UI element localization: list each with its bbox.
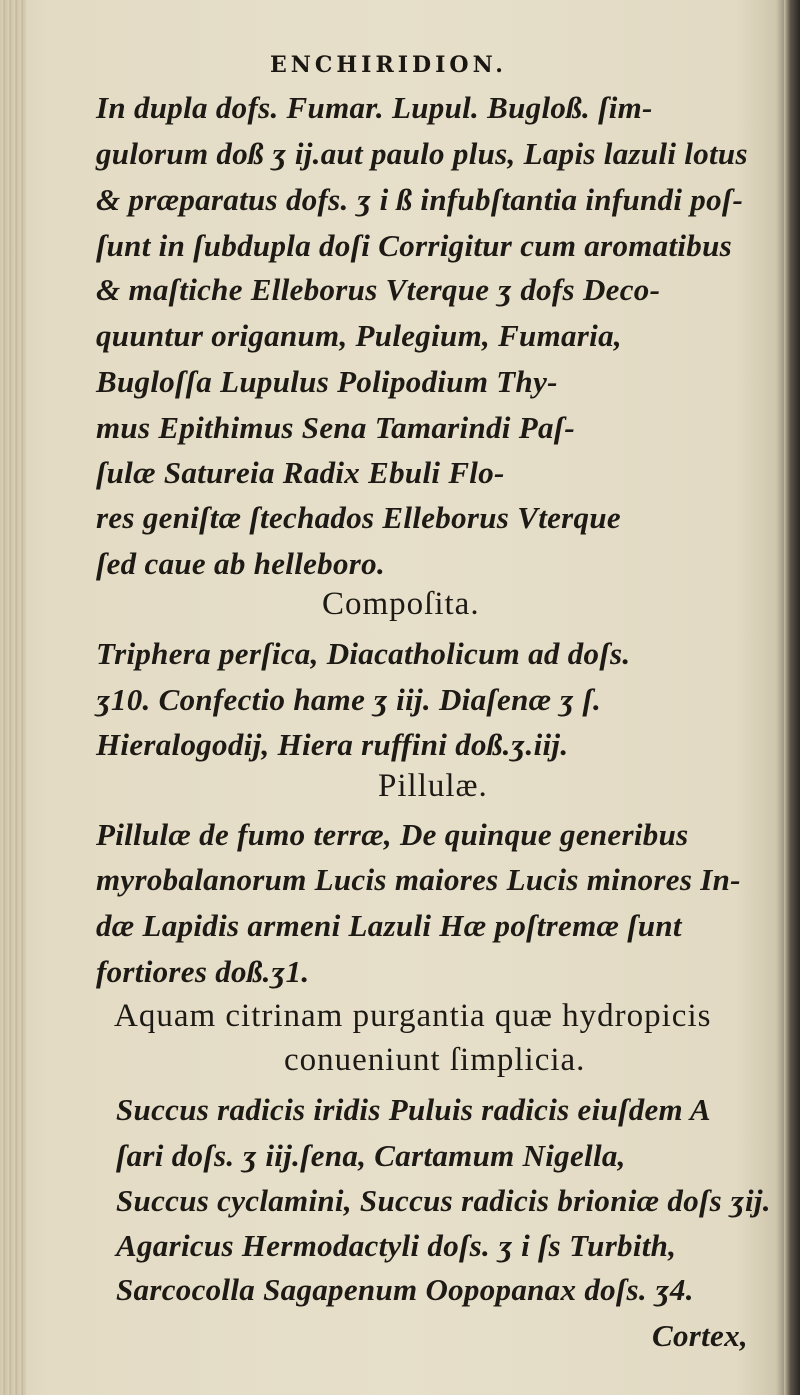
text-line: Bugloſſa Lupulus Polipodium Thy- bbox=[96, 364, 558, 399]
running-head: ENCHIRIDION. bbox=[270, 52, 507, 78]
text-line: mus Epithimus Sena Tamarindi Paſ- bbox=[96, 410, 576, 445]
text-line: Pillulæ de fumo terræ, De quinque generibus bbox=[96, 817, 689, 852]
text-line: ʒ10. Confectio hame ʒ iij. Diaſenæ ʒ ſ. bbox=[96, 682, 601, 717]
plain-text-line: conueniunt ſimplicia. bbox=[284, 1042, 586, 1078]
text-line: Succus radicis iridis Puluis radicis eiuſdem A bbox=[116, 1092, 711, 1127]
catchword: Cortex, bbox=[652, 1318, 748, 1353]
text-line: ſed caue ab helleboro. bbox=[96, 546, 385, 581]
text-line: ſari doſs. ʒ iij.ſena, Cartamum Nigella, bbox=[116, 1138, 626, 1173]
text-line: ſulæ Satureia Radix Ebuli Flo- bbox=[96, 455, 505, 490]
text-line: Hieralogodij, Hiera ruffini doß.ʒ.iij. bbox=[96, 727, 569, 762]
text-line: dæ Lapidis armeni Lazuli Hæ poſtremæ ſunt bbox=[96, 908, 682, 943]
text-line: res geniſtæ ſtechados Elleborus Vterque bbox=[96, 500, 621, 535]
text-line: & maſtiche Elleborus Vterque ʒ dofs Deco- bbox=[96, 272, 661, 307]
text-line: fortiores doß.ʒ1. bbox=[96, 954, 310, 989]
text-line: Agaricus Hermodactyli doſs. ʒ i ſs Turbith, bbox=[116, 1228, 677, 1263]
text-line: Triphera perſica, Diacatholicum ad doſs. bbox=[96, 636, 631, 671]
text-line: Sarcocolla Sagapenum Oopopanax doſs. ʒ4. bbox=[116, 1272, 694, 1307]
text-line: & præparatus dofs. ʒ i ß infubſtantia infundi poſ- bbox=[96, 182, 744, 217]
text-line: gulorum doß ʒ ij.aut paulo plus, Lapis lazuli lotus bbox=[96, 136, 748, 171]
left-page-edge bbox=[0, 0, 26, 1395]
text-line: quuntur origanum, Pulegium, Fumaria, bbox=[96, 318, 622, 353]
plain-text-line: Aquam citrinam purgantia quæ hydropicis bbox=[114, 998, 712, 1034]
right-page-edge bbox=[784, 0, 800, 1395]
section-heading-pillulae: Pillulæ. bbox=[378, 768, 488, 804]
section-heading-composita: Compoſita. bbox=[322, 586, 480, 622]
text-line: ſunt in ſubdupla doſi Corrigitur cum aromatibus bbox=[96, 228, 732, 263]
text-line: Succus cyclamini, Succus radicis brioniæ doſs ʒij. bbox=[116, 1183, 771, 1218]
text-line: In dupla dofs. Fumar. Lupul. Bugloß. ſim- bbox=[96, 90, 653, 125]
text-line: myrobalanorum Lucis maiores Lucis minores In- bbox=[96, 862, 741, 897]
